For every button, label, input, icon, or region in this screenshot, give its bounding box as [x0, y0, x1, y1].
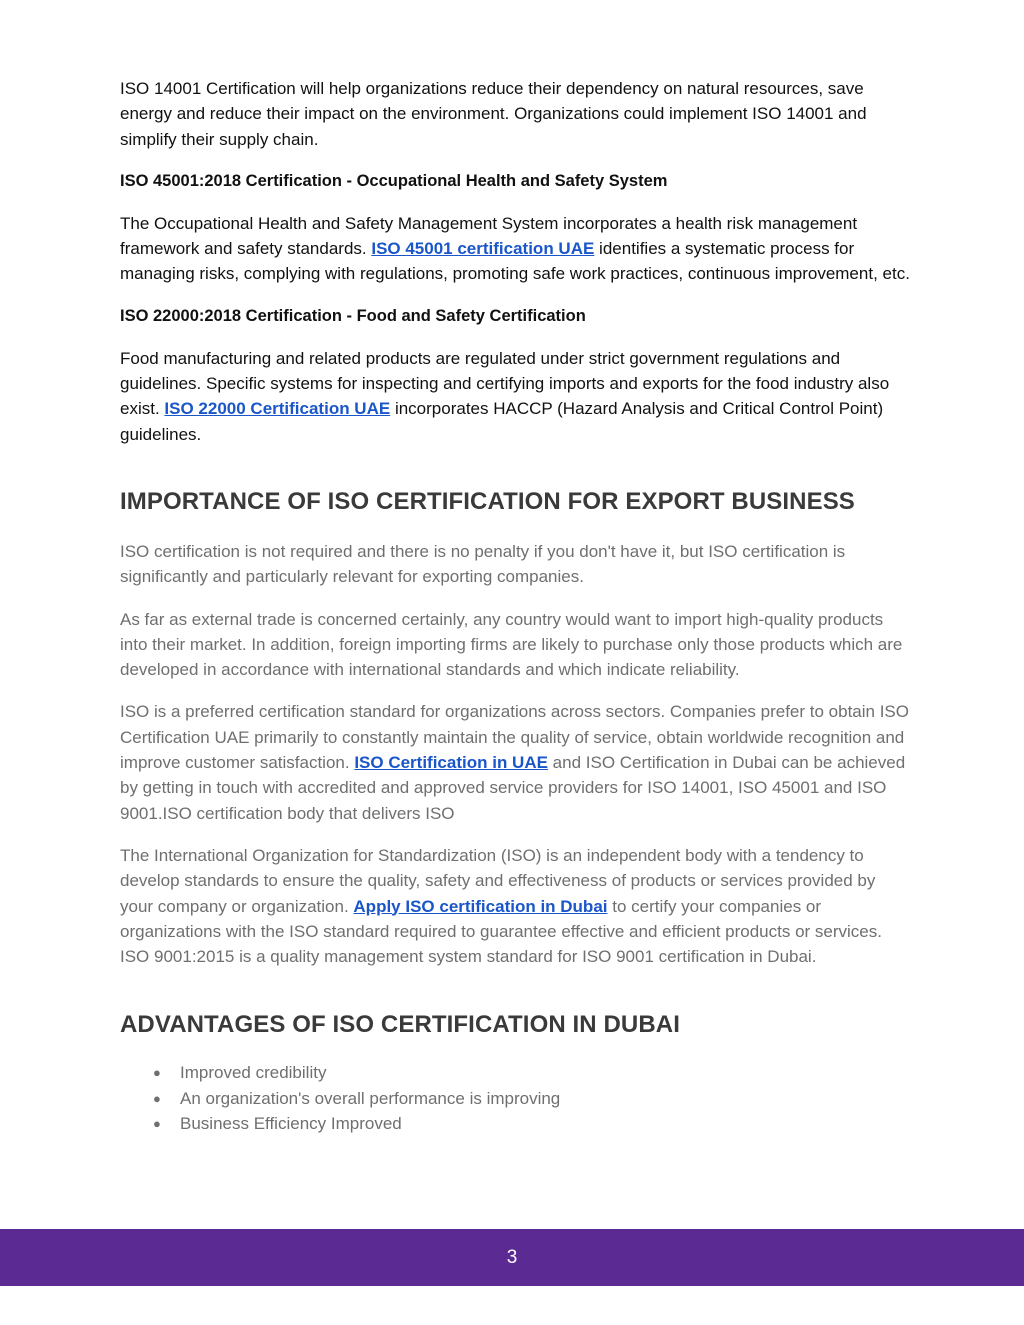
bullet-icon: ● [153, 1090, 161, 1106]
importance-paragraph-1: ISO certification is not required and there is no penalty if you don't have it, but ISO certification is significantly and particularly relevant for exporting companies. [120, 541, 846, 587]
advantages-list [120, 1060, 910, 1136]
iso45001-text-after: identifies a systematic process for managing risks, complying with regulations, promoting safe work practices, continuous improvement, etc. [120, 239, 910, 284]
iso22000-text-after: incorporates HACCP (Hazard Analysis and Critical Control Point) guidelines. [120, 399, 884, 444]
importance-paragraph-3 [120, 699, 910, 825]
iso45001-heading: ISO 45001:2018 Certification - Occupational Health and Safety System [120, 171, 668, 190]
iso22000-link[interactable]: ISO 22000 Certification UAE [164, 399, 391, 419]
page-number: 3 [506, 1246, 518, 1268]
importance-paragraph-4 [120, 843, 910, 969]
advantage-item-label: An organization's overall performance is improving [180, 1088, 561, 1108]
list-item [120, 1086, 910, 1111]
advantage-item-label: Improved credibility [180, 1063, 327, 1083]
intro-paragraph: ISO 14001 Certification will help organizations reduce their dependency on natural resources, save energy and reduce their impact on the environment. Organizations could implement ISO 14001 and simplify their supply chain. [120, 79, 867, 149]
importance-p4-after: to certify your companies or organizations with the ISO standard required to guarantee effective and efficient products or services. ISO 9001:2015 is a quality management system standard for ISO 9001 certification in Dubai. [120, 896, 882, 967]
advantages-heading: ADVANTAGES OF ISO CERTIFICATION IN DUBAI [120, 1011, 680, 1039]
importance-p3-before: ISO is a preferred certification standard for organizations across sectors. Companies prefer to obtain ISO Certification UAE primarily to constantly maintain the quality of service, obtain worldwide recognition and improve customer satisfaction. [120, 702, 909, 773]
list-item [120, 1060, 910, 1085]
importance-heading: IMPORTANCE OF ISO CERTIFICATION FOR EXPORT BUSINESS [120, 487, 855, 515]
bullet-icon: ● [153, 1065, 161, 1081]
list-item [120, 1111, 910, 1136]
iso22000-text-before: Food manufacturing and related products are regulated under strict government regulations and guidelines. Specific systems for inspecting and certifying imports and exports for the food industry also exist. [120, 348, 890, 419]
document-page [120, 76, 910, 1136]
importance-p4-before: The International Organization for Standardization (ISO) is an independent body with a tendency to develop standards to ensure the quality, safety and effectiveness of products or services provided by your company or organization. [120, 845, 876, 916]
importance-paragraph-2: As far as external trade is concerned certainly, any country would want to import high-quality products into their market. In addition, foreign importing firms are likely to purchase only those products which are developed in accordance with international standards and which indicate reliability. [120, 609, 903, 680]
iso22000-paragraph [120, 346, 910, 447]
importance-p3-after: and ISO Certification in Dubai can be achieved by getting in touch with accredited and approved service providers for ISO 14001, ISO 45001 and ISO 9001.ISO certification body that delivers ISO [120, 753, 906, 823]
apply-iso-dubai-link[interactable]: Apply ISO certification in Dubai [353, 896, 608, 916]
iso45001-paragraph [120, 211, 910, 287]
bullet-icon: ● [153, 1116, 161, 1132]
iso-certification-uae-link[interactable]: ISO Certification in UAE [354, 753, 548, 773]
iso45001-link[interactable]: ISO 45001 certification UAE [371, 239, 595, 259]
footer-bar [0, 1229, 1024, 1286]
advantage-item-label: Business Efficiency Improved [180, 1114, 402, 1134]
iso45001-text-before: The Occupational Health and Safety Management System incorporates a health risk management framework and safety standards. [120, 213, 858, 259]
iso22000-heading: ISO 22000:2018 Certification - Food and Safety Certification [120, 306, 586, 325]
